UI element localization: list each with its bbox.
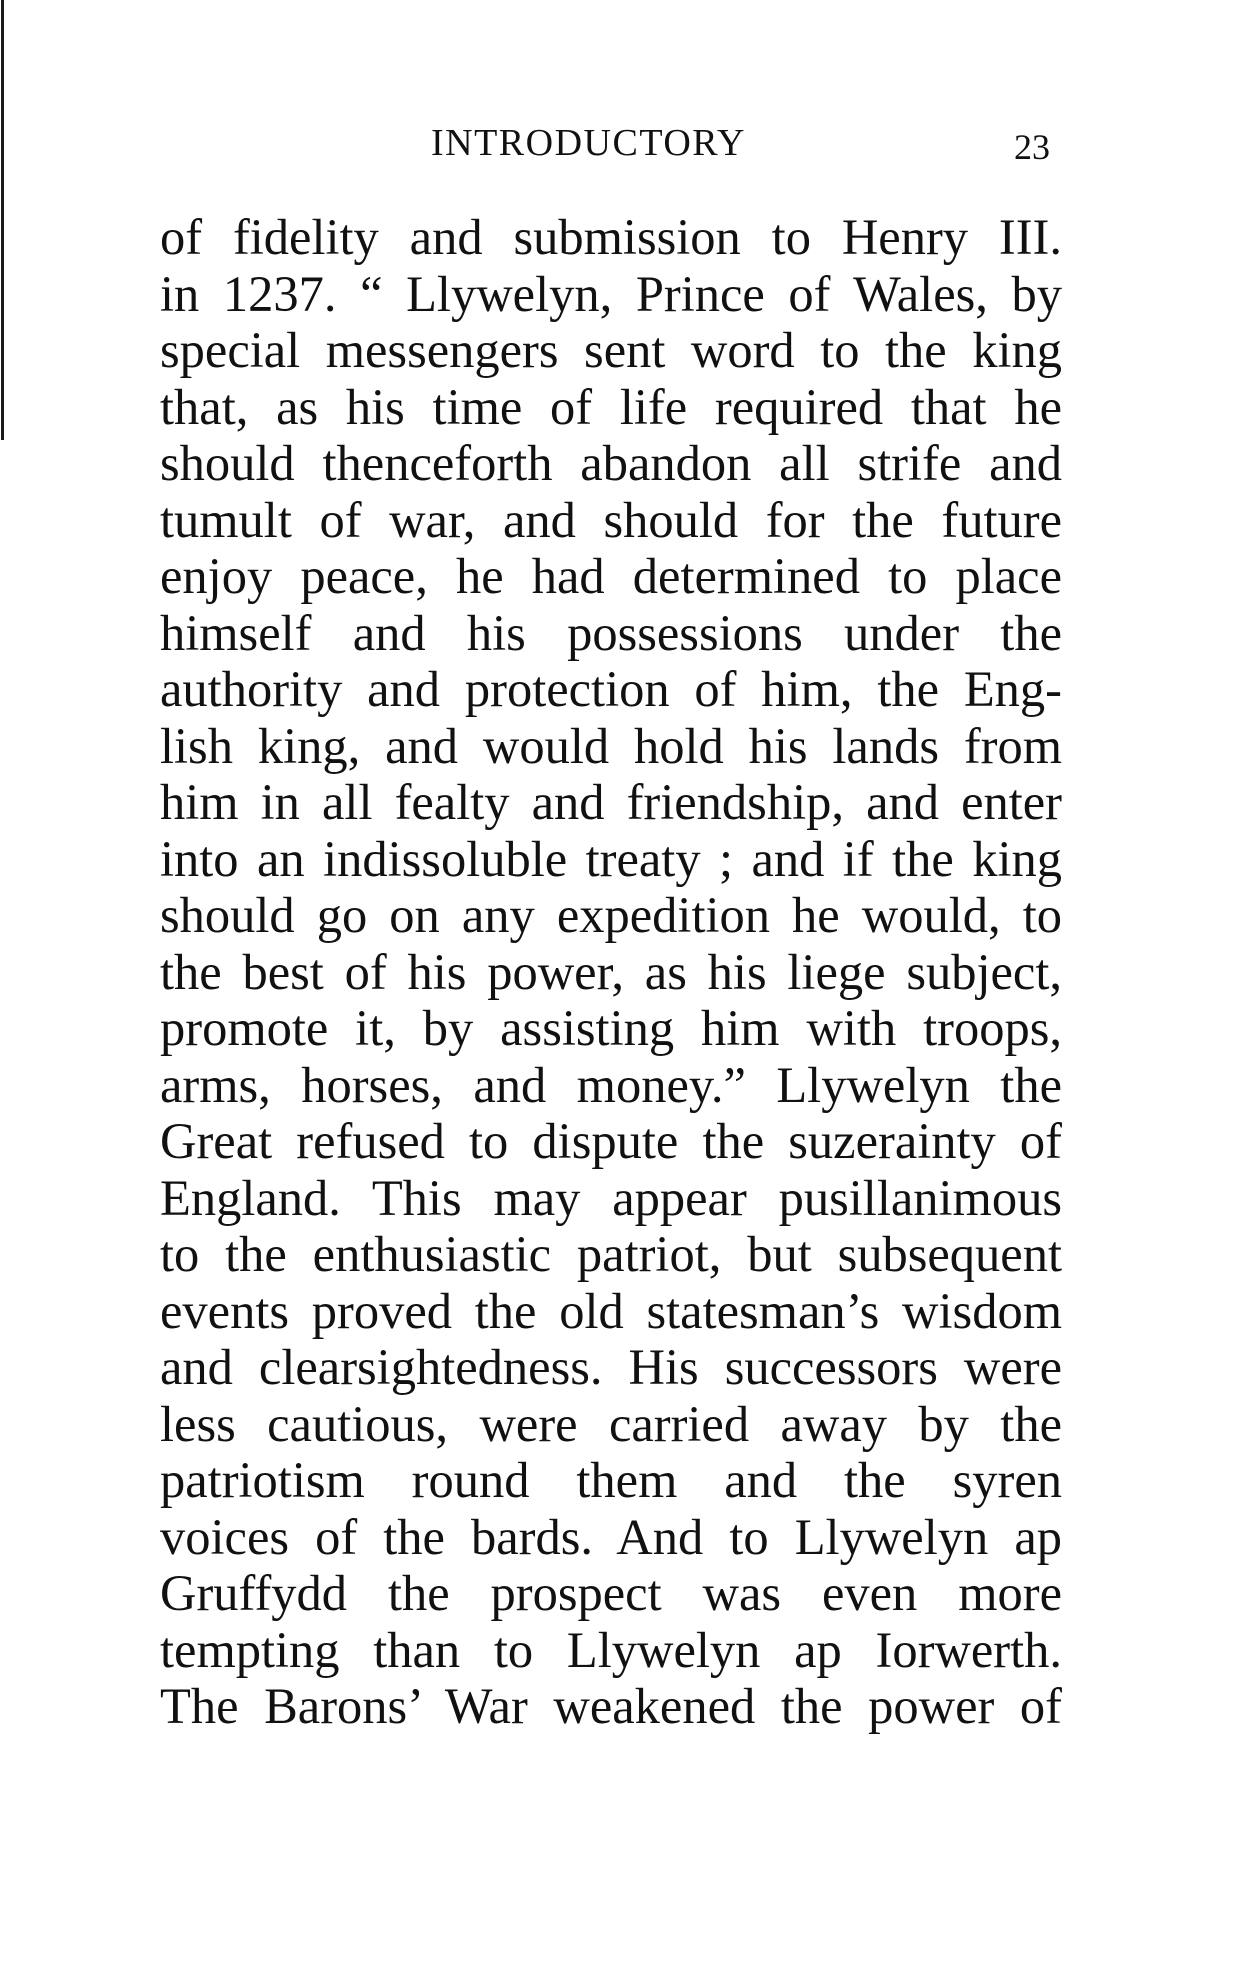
body-text xyxy=(160,209,1062,1735)
page-edge-shadow xyxy=(1,0,4,440)
text-line: special messengers sent word to the king xyxy=(160,322,1062,378)
text-line: him in all fealty and friendship, and enter xyxy=(160,774,1062,830)
text-line: should thenceforth abandon all strife and xyxy=(160,435,1062,491)
text-line: tempting than to Llywelyn ap Iorwerth. xyxy=(160,1621,1062,1678)
text-line: arms, horses, and money.” Llywelyn the xyxy=(160,1056,1062,1113)
text-line: the best of his power, as his liege subject, xyxy=(160,943,1062,1000)
text-line: tumult of war, and should for the future xyxy=(160,491,1062,548)
text-line: Great refused to dispute the suzerainty of xyxy=(160,1113,1062,1169)
text-line: enjoy peace, he had determined to place xyxy=(160,548,1062,604)
text-line: that, as his time of life required that he xyxy=(160,378,1062,435)
text-line: less cautious, were carried away by the xyxy=(160,1395,1062,1452)
text-line: lish king, and would hold his lands from xyxy=(160,717,1062,774)
running-head-title: INTRODUCTORY xyxy=(431,122,746,164)
text-line: England. This may appear pusillanimous xyxy=(160,1169,1062,1226)
text-line: to the enthusiastic patriot, but subsequent xyxy=(160,1226,1062,1282)
text-line: into an indissoluble treaty ; and if the king xyxy=(160,830,1062,887)
text-line: voices of the bards. And to Llywelyn ap xyxy=(160,1508,1062,1565)
text-line: The Barons’ War weakened the power of xyxy=(160,1678,1062,1734)
page-number: 23 xyxy=(1014,127,1050,167)
text-line: Gruffydd the prospect was even more xyxy=(160,1565,1062,1621)
text-line: events proved the old statesman’s wisdom xyxy=(160,1282,1062,1339)
text-line: patriotism round them and the syren xyxy=(160,1452,1062,1508)
text-line: in 1237. “ Llywelyn, Prince of Wales, by xyxy=(160,265,1062,322)
running-header xyxy=(160,118,1060,168)
text-line: authority and protection of him, the Eng- xyxy=(160,661,1062,717)
text-line: should go on any expedition he would, to xyxy=(160,887,1062,943)
text-line: promote it, by assisting him with troops, xyxy=(160,1000,1062,1056)
text-line: himself and his possessions under the xyxy=(160,604,1062,661)
text-line: and clearsightedness. His successors were xyxy=(160,1339,1062,1395)
text-line: of fidelity and submission to Henry III. xyxy=(160,209,1062,265)
